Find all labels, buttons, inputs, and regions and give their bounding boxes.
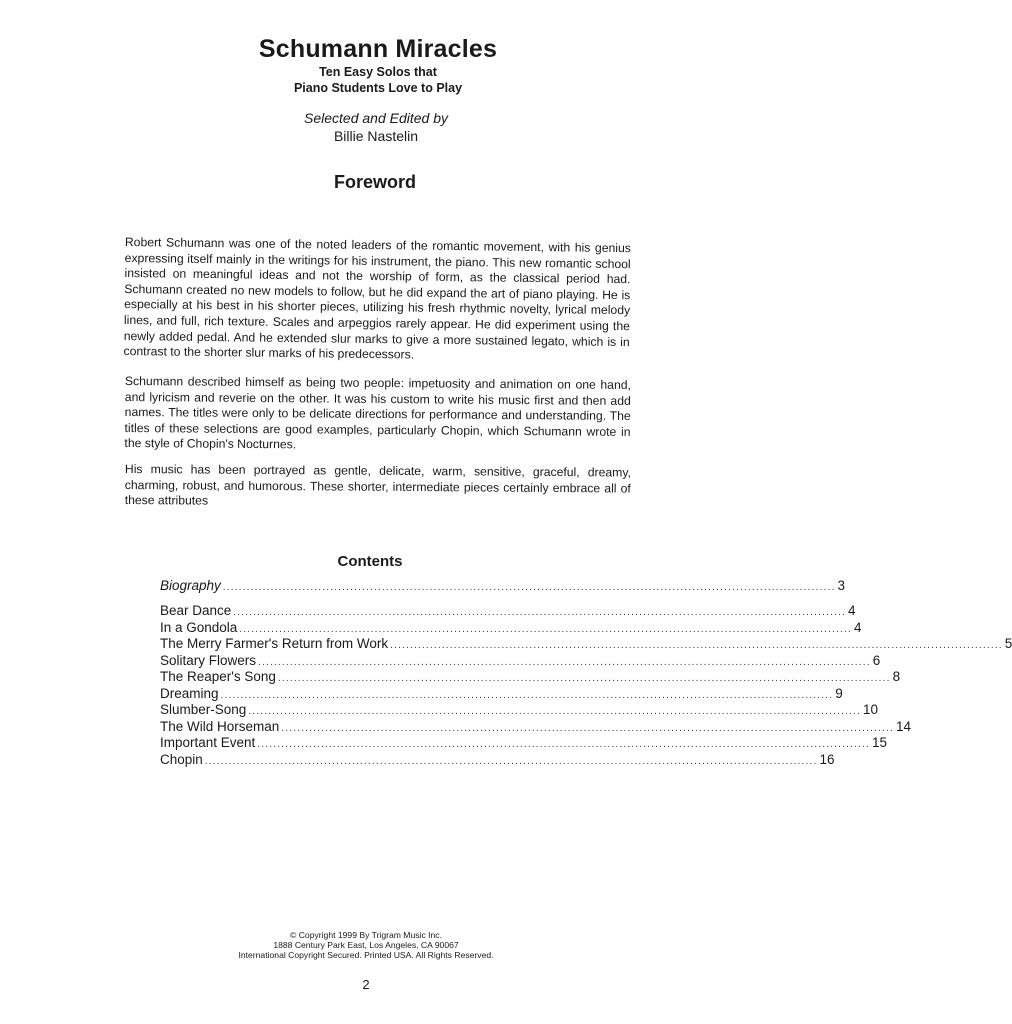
toc-leader-dots: .......................................................................................................................................................... (222, 582, 836, 593)
toc-entry-page: 4 (847, 603, 856, 618)
toc-entry-page: 16 (819, 751, 835, 767)
toc-entry-page: 8 (892, 669, 901, 684)
page-number: 2 (362, 977, 370, 992)
book-title: Schumann Miracles (258, 35, 498, 63)
toc-entry-page: 5 (1004, 636, 1012, 651)
toc-leader-dots: .......................................................................................................................................................... (233, 607, 846, 618)
editor-name: Billie Nastelin (333, 128, 419, 144)
toc-entry-page: 3 (837, 578, 845, 593)
toc-entry-page: 9 (835, 685, 843, 701)
toc-leader-dots: .......................................................................................................................................................... (204, 755, 818, 767)
foreword-paragraph: Robert Schumann was one of the noted leaders of the romantic movement, with his genius expressing itself mainly in the writings for his instrument, the piano. This new romantic school insisted on meaningful ideas and not the worship of form, as the classical period had. Schumann created no new models to follow, but he did expand the art of piano playing. He is especially at his best in his shorter pieces, utilizing his fresh rhythmic novelty, lyrical melody lines, and full, rich texture. Scales and arpeggios rarely appear. He did experiment using the newly added pedal. And he extended slur marks to give a more sustained legato, which is in contrast to the shorter slur marks of his predecessors. (123, 235, 631, 362)
toc-leader-dots: .......................................................................................................................................................... (248, 706, 861, 717)
toc-leader-dots: .......................................................................................................................................................... (277, 673, 891, 684)
edited-by-label: Selected and Edited by (304, 110, 448, 126)
toc-leader-dots: .......................................................................................................................................................... (390, 640, 1003, 651)
toc-entry-title: The Reaper's Song (160, 669, 276, 684)
toc-entry-important-event (160, 735, 888, 753)
toc-entry-title: Dreaming (160, 685, 219, 701)
toc-entry-page: 10 (862, 702, 878, 717)
toc-entry-title: The Wild Horseman (160, 718, 280, 734)
toc-entry-merry-farmer (160, 636, 1012, 654)
copyright-line: © Copyright 1999 By Trigram Music Inc. (289, 930, 442, 940)
toc-entry-page: 15 (871, 735, 888, 750)
toc-entry-title: Chopin (160, 751, 203, 767)
foreword-heading: Foreword (333, 172, 416, 192)
toc-leader-dots: .......................................................................................................................................................... (258, 656, 871, 668)
toc-entry-title: Bear Dance (160, 603, 232, 618)
toc-entry-biography (160, 578, 845, 596)
toc-entry-title: Important Event (160, 735, 256, 750)
toc-entry-solitary-flowers (160, 652, 881, 671)
toc-entry-title: In a Gondola (160, 619, 238, 635)
rights-notice: International Copyright Secured. Printed USA. All Rights Reserved. (238, 950, 494, 960)
toc-entry-title: Biography (160, 578, 221, 593)
toc-entry-in-a-gondola (160, 619, 862, 638)
toc-entry-title: Solitary Flowers (160, 652, 257, 668)
toc-leader-dots: .......................................................................................................................................................... (220, 689, 834, 701)
toc-entry-chopin (160, 751, 835, 770)
subtitle-line-1: Ten Easy Solos that (319, 65, 437, 79)
foreword-paragraph: His music has been portrayed as gentle, delicate, warm, sensitive, graceful, dreamy, charming, robust, and humorous. These shorter, intermediate pieces certainly embrace all of these attributes (124, 462, 631, 508)
subtitle-line-2: Piano Students Love to Play (293, 81, 463, 95)
toc-entry-title: The Merry Farmer's Return from Work (160, 636, 389, 651)
toc-leader-dots: .......................................................................................................................................................... (257, 739, 870, 750)
toc-entry-reapers-song (160, 669, 901, 687)
toc-entry-bear-dance (160, 603, 856, 621)
toc-entry-page: 14 (895, 718, 911, 734)
publisher-address: 1888 Century Park East, Los Angeles, CA 90067 (273, 940, 459, 950)
toc-entry-page: 4 (853, 619, 862, 635)
toc-leader-dots: .......................................................................................................................................................... (281, 722, 894, 734)
toc-entry-slumber-song (160, 702, 878, 720)
toc-leader-dots: .......................................................................................................................................................... (239, 623, 852, 635)
toc-entry-dreaming (160, 685, 843, 704)
toc-entry-wild-horseman (160, 718, 911, 737)
foreword-paragraph: Schumann described himself as being two people: impetuosity and animation on one hand, and lyricism and reverie on the other. It was his custom to write his music first and then add names. The titles were only to be delicate directions for performance and understanding. The titles of these selections are good examples, particularly Chopin, which Schumann wrote in the style of Chopin's Nocturnes. (124, 374, 631, 452)
toc-entry-title: Slumber-Song (160, 702, 247, 717)
contents-heading: Contents (337, 553, 403, 570)
toc-entry-page: 6 (872, 652, 881, 668)
